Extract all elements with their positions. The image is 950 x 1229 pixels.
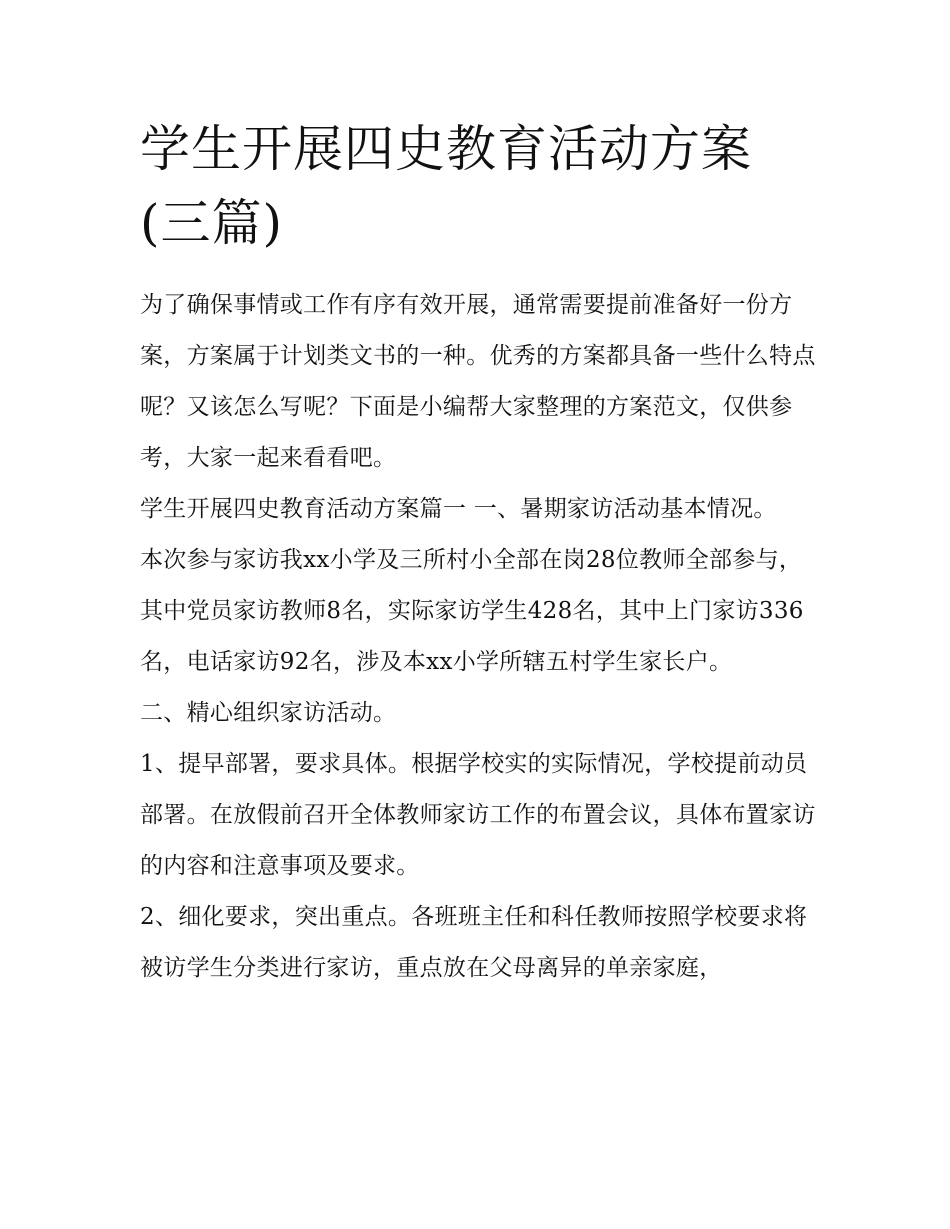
document-body <box>140 280 820 994</box>
document-title: 学生开展四史教育活动方案(三篇) <box>140 120 752 252</box>
paragraph-participation: 本次参与家访我xx小学及三所村小全部在岗28位教师全部参与，其中党员家访教师8名，实际家访学生428名，其中上门家访336名，电话家访92名，涉及本xx小学所辖五村学生家长户。 <box>140 547 804 675</box>
paragraph-item-two: 2、细化要求，突出重点。各班班主任和科任教师按照学校要求将被访学生分类进行家访，重点放在父母离异的单亲家庭， <box>140 904 808 981</box>
paragraph-item-one: 1、提早部署，要求具体。根据学校实的实际情况，学校提前动员部署。在放假前召开全体教师家访工作的布置会议，具体布置家访的内容和注意事项及要求。 <box>140 751 816 879</box>
paragraph-section-two-heading: 二、精心组织家访活动。 <box>140 700 397 726</box>
paragraph-intro: 为了确保事情或工作有序有效开展，通常需要提前准备好一份方案，方案属于计划类文书的一种。优秀的方案都具备一些什么特点呢？又该怎么写呢？下面是小编帮大家整理的方案范文，仅供参考，大家一起来看看吧。 <box>140 292 816 471</box>
paragraph-section-one-heading: 学生开展四史教育活动方案篇一 一、暑期家访活动基本情况。 <box>140 496 777 522</box>
